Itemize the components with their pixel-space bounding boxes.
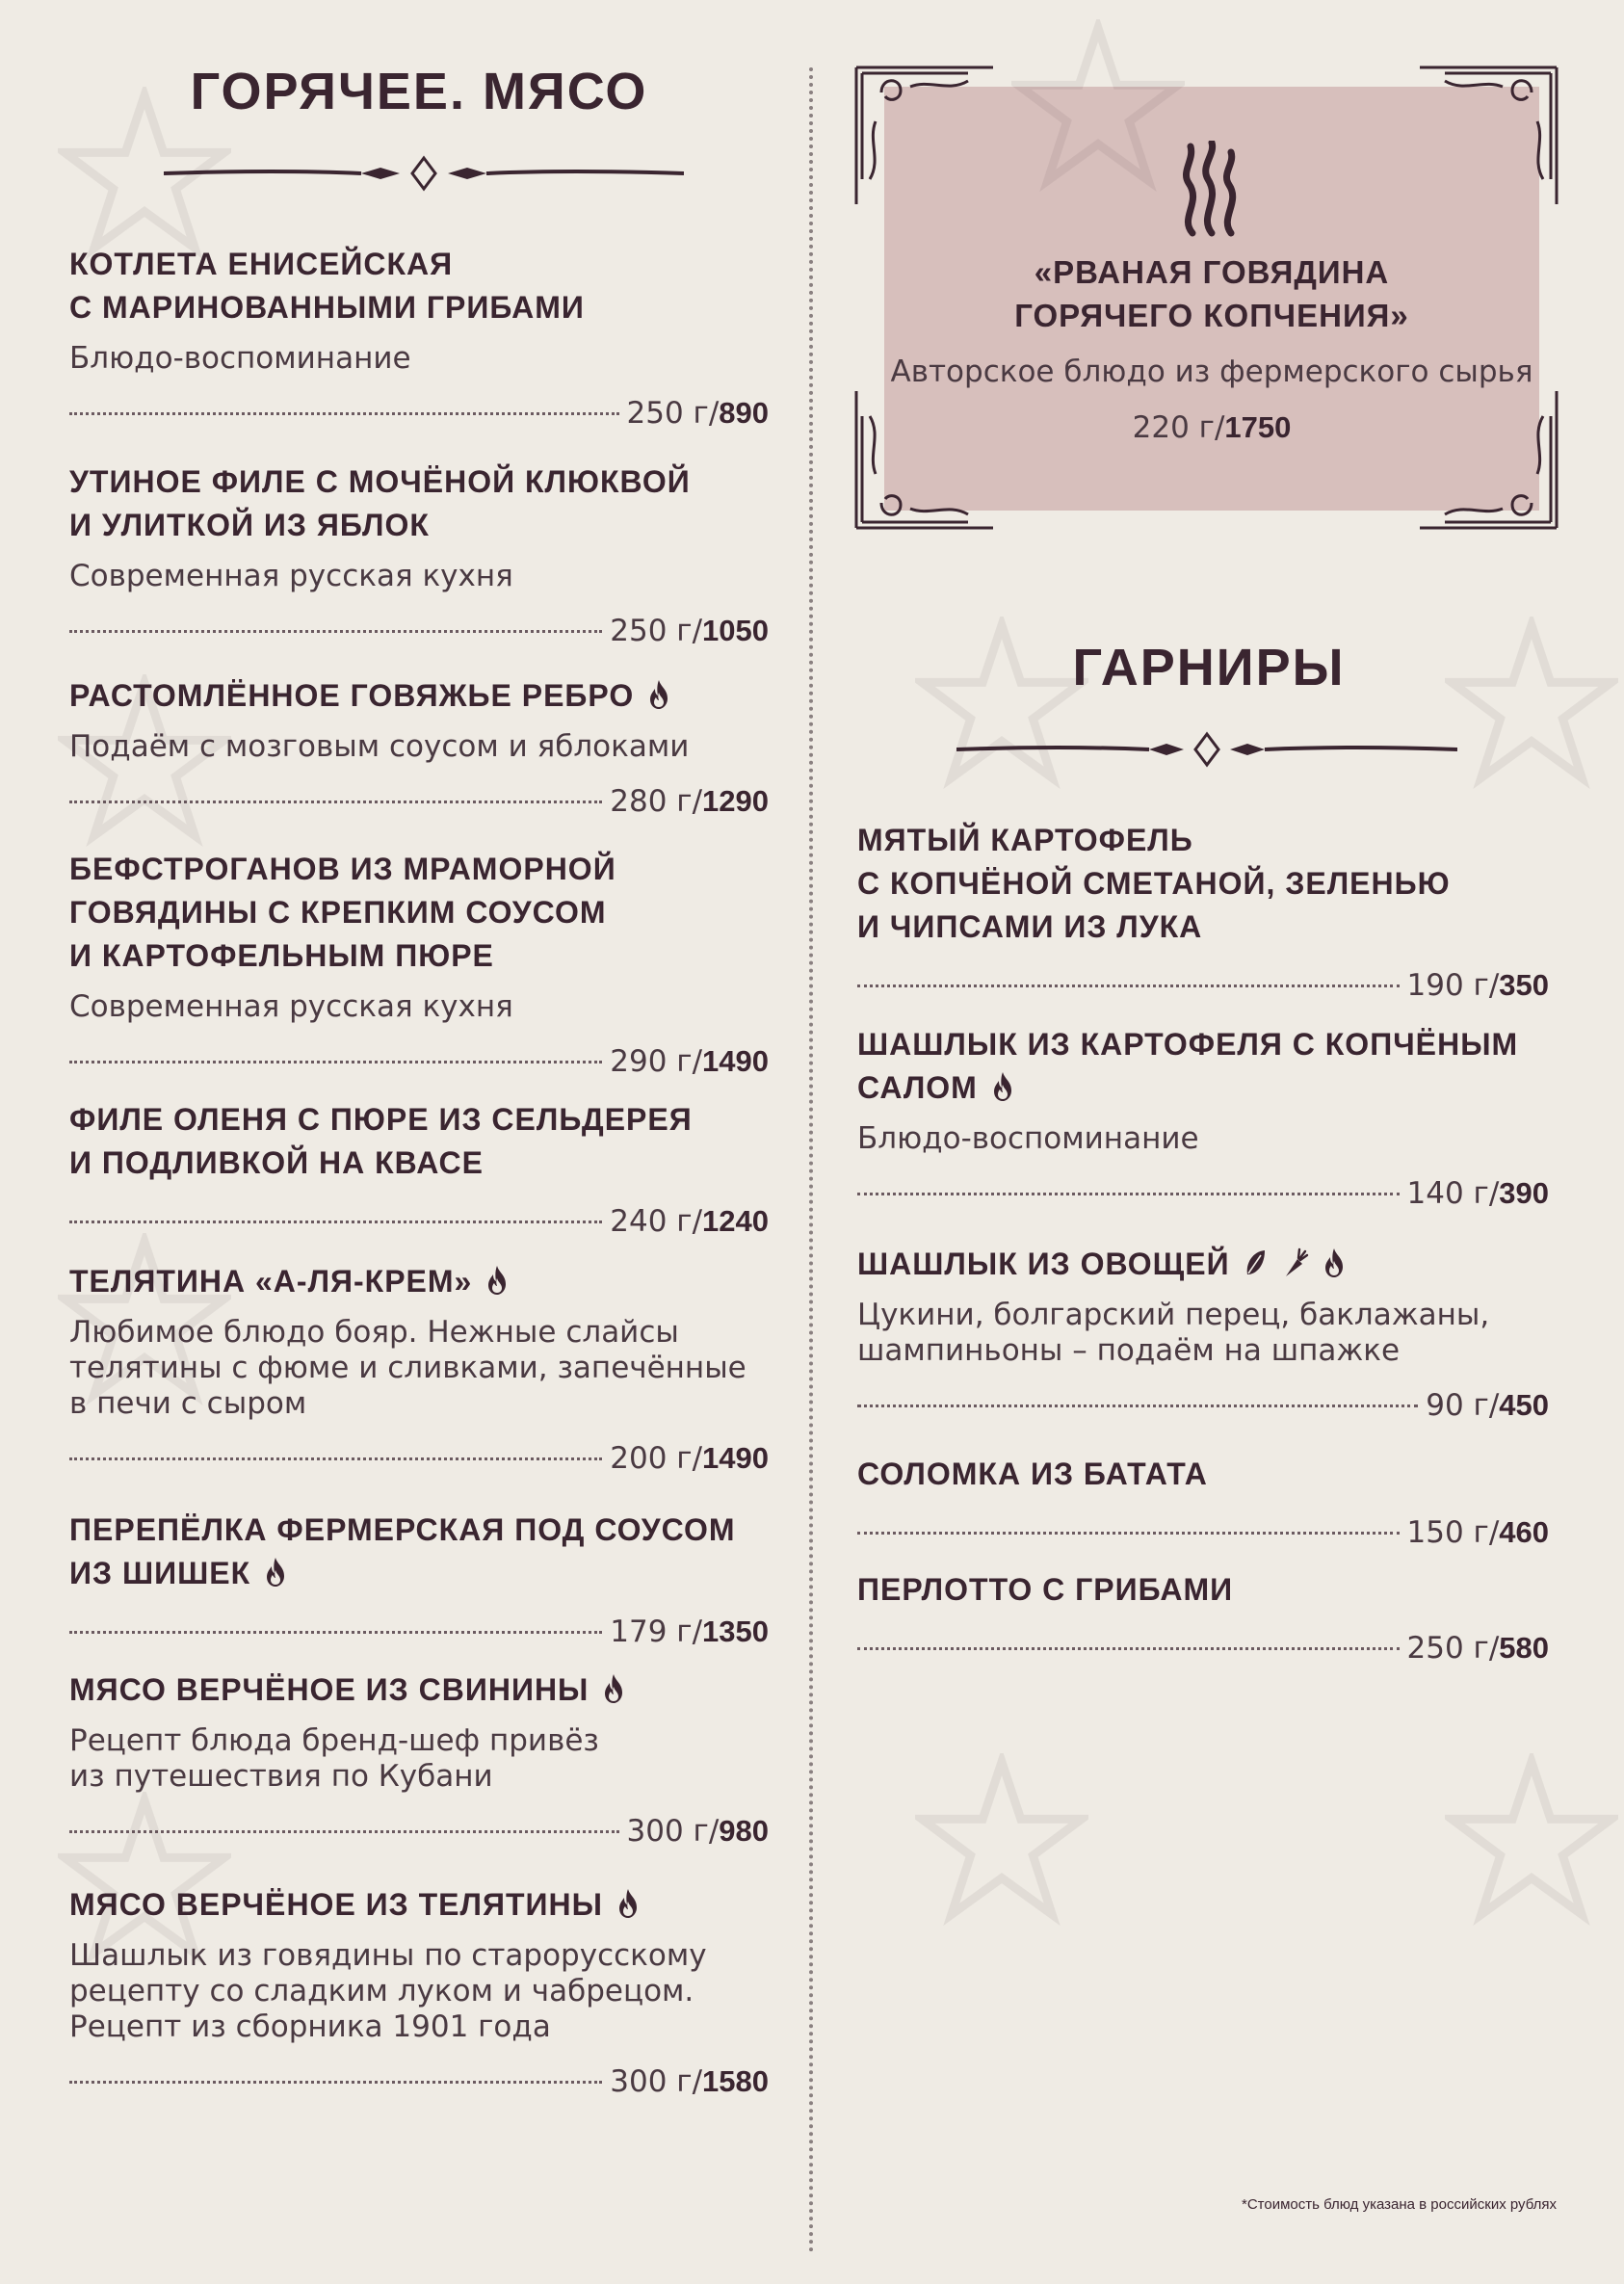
leader-dots	[69, 2081, 602, 2084]
menu-item-name: ТЕЛЯТИНА «А-ЛЯ-КРЕМ»	[69, 1260, 769, 1303]
menu-item-price: 1240	[702, 1204, 769, 1238]
menu-item-name: МЯСО ВЕРЧЁНОЕ ИЗ ТЕЛЯТИНЫ	[69, 1883, 769, 1927]
menu-item-weight: 250 г	[610, 614, 693, 648]
menu-item-weight: 200 г	[610, 1441, 693, 1476]
section-title-sides: ГАРНИРЫ	[1072, 639, 1346, 696]
menu-item-description: Подаём с мозговым соусом и яблоками	[69, 729, 690, 764]
corner-ornament-top-left	[852, 64, 997, 208]
leader-dots	[69, 630, 602, 633]
menu-item-weight: 280 г	[610, 784, 693, 819]
leader-dots	[69, 1221, 602, 1223]
leader-dots	[857, 1193, 1400, 1195]
menu-item	[857, 1568, 1549, 1666]
menu-item-price: 450	[1499, 1388, 1549, 1422]
featured-dish-name: «РВАНАЯ ГОВЯДИНА ГОРЯЧЕГО КОПЧЕНИЯ»	[1014, 254, 1409, 333]
watermark-star-icon	[1011, 19, 1185, 193]
menu-item-price-row: 240 г / 1240	[69, 1204, 769, 1239]
menu-item-price-row: 190 г / 350	[857, 968, 1549, 1003]
watermark-star-icon	[1445, 617, 1618, 790]
menu-item-weight: 90 г	[1426, 1388, 1489, 1423]
menu-item-name: БЕФСТРОГАНОВ ИЗ МРАМОРНОЙ ГОВЯДИНЫ С КРЕПКИМ СОУСОМ И КАРТОФЕЛЬНЫМ ПЮРЕ	[69, 852, 616, 973]
menu-item-price-row: 300 г / 980	[69, 1814, 769, 1849]
menu-item-name: КОТЛЕТА ЕНИСЕЙСКАЯ С МАРИНОВАННЫМИ ГРИБАМИ	[69, 247, 585, 325]
menu-item-price-row: 250 г / 580	[857, 1631, 1549, 1666]
corner-ornament-bottom-right	[1416, 387, 1560, 532]
watermark-star-icon	[58, 1792, 231, 1965]
leader-dots	[857, 984, 1400, 987]
menu-item-name: ПЕРЛОТТО С ГРИБАМИ	[857, 1572, 1234, 1607]
fire-icon	[616, 1888, 640, 1919]
menu-item-name: СОЛОМКА ИЗ БАТАТА	[857, 1457, 1208, 1491]
menu-item	[69, 1098, 769, 1239]
menu-item-name: РАСТОМЛЁННОЕ ГОВЯЖЬЕ РЕБРО	[69, 674, 769, 718]
menu-item-weight: 140 г	[1406, 1176, 1489, 1211]
fire-icon	[1323, 1247, 1346, 1278]
menu-item-description: Цукини, болгарский перец, баклажаны, шампиньоны – подаём на шпажке	[857, 1298, 1490, 1368]
fire-icon	[485, 1265, 509, 1296]
featured-dish-price: 220 г/1750	[1132, 410, 1292, 445]
watermark-star-icon	[58, 674, 231, 848]
price-footnote: *Стоимость блюд указана в российских рублях	[1241, 2196, 1557, 2213]
menu-item	[69, 243, 769, 431]
fire-icon	[991, 1071, 1014, 1102]
menu-item-price-row: 179 г / 1350	[69, 1615, 769, 1649]
menu-item-description: Блюдо-воспоминание	[857, 1121, 1199, 1156]
menu-item-price: 980	[719, 1814, 769, 1848]
menu-item-price-row: 90 г / 450	[857, 1388, 1549, 1423]
menu-item	[69, 460, 769, 648]
menu-item-description: Шашлык из говядины по старорусскому рецепту со сладким луком и чабрецом. Рецепт из сборника 1901 года	[69, 1938, 707, 2044]
menu-item-description: Любимое блюдо бояр. Нежные слайсы телятины с фюме и сливками, запечённые в печи с сыром	[69, 1315, 747, 1421]
menu-item-price: 1050	[702, 614, 769, 647]
menu-item-weight: 300 г	[610, 2064, 693, 2099]
menu-item-name: МЯСО ВЕРЧЁНОЕ ИЗ СВИНИНЫ	[69, 1668, 769, 1712]
menu-item-weight: 250 г	[626, 396, 709, 431]
smoke-icon	[1173, 141, 1250, 237]
menu-item-price: 580	[1499, 1631, 1549, 1665]
menu-item-price-row: 150 г / 460	[857, 1515, 1549, 1550]
corner-ornament-bottom-left	[852, 387, 997, 532]
menu-item-price-row: 290 г / 1490	[69, 1044, 769, 1079]
featured-dish-weight: 220 г	[1132, 410, 1215, 445]
menu-item-price-row: 280 г / 1290	[69, 784, 769, 819]
menu-item-price: 890	[719, 396, 769, 430]
menu-item-price: 460	[1499, 1515, 1549, 1549]
menu-item-price-row: 300 г / 1580	[69, 2064, 769, 2099]
menu-item-price: 390	[1499, 1176, 1549, 1210]
menu-item-weight: 250 г	[1406, 1631, 1489, 1666]
fire-icon	[264, 1557, 287, 1588]
leader-dots	[69, 1457, 602, 1460]
menu-item-price: 350	[1499, 968, 1549, 1002]
menu-item-name: МЯТЫЙ КАРТОФЕЛЬ С КОПЧЁНОЙ СМЕТАНОЙ, ЗЕЛЕНЬЮ И ЧИПСАМИ ИЗ ЛУКА	[857, 823, 1451, 944]
menu-item-description: Рецепт блюда бренд-шеф привёз из путешествия по Кубани	[69, 1723, 599, 1794]
menu-item-price-row: 200 г / 1490	[69, 1441, 769, 1476]
menu-item-price: 1490	[702, 1441, 769, 1475]
leader-dots	[857, 1532, 1400, 1535]
menu-item	[857, 1453, 1549, 1550]
leaf-icon	[1244, 1247, 1267, 1278]
menu-item-description: Современная русская кухня	[69, 989, 513, 1024]
featured-dish-price-value: 1750	[1224, 410, 1292, 444]
title-ornament-hot-meat	[164, 154, 684, 193]
menu-item	[69, 848, 769, 1079]
featured-dish-description: Авторское блюдо из фермерского сырья	[890, 354, 1533, 389]
menu-item	[69, 1509, 769, 1649]
leader-dots	[857, 1405, 1418, 1407]
menu-item-description: Современная русская кухня	[69, 559, 513, 593]
leader-dots	[857, 1647, 1400, 1650]
menu-item-weight: 300 г	[626, 1814, 709, 1849]
fire-icon	[647, 679, 670, 710]
menu-item-price: 1350	[702, 1615, 769, 1648]
menu-item	[857, 1023, 1549, 1211]
menu-item-name: УТИНОЕ ФИЛЕ С МОЧЁНОЙ КЛЮКВОЙ И УЛИТКОЙ ИЗ ЯБЛОК	[69, 464, 691, 542]
watermark-star-icon	[915, 617, 1088, 790]
menu-item-price: 1490	[702, 1044, 769, 1078]
watermark-star-icon	[58, 87, 231, 260]
menu-item-price: 1580	[702, 2064, 769, 2098]
leader-dots	[69, 1631, 602, 1634]
carrot-icon	[1280, 1247, 1309, 1278]
menu-item	[857, 819, 1549, 1003]
menu-item-name: ФИЛЕ ОЛЕНЯ С ПЮРЕ ИЗ СЕЛЬДЕРЕЯ И ПОДЛИВКОЙ НА КВАСЕ	[69, 1102, 693, 1180]
menu-item-weight: 240 г	[610, 1204, 693, 1239]
menu-item-name: ШАШЛЫК ИЗ ОВОЩЕЙ	[857, 1243, 1549, 1286]
menu-item-price-row: 250 г / 1050	[69, 614, 769, 648]
menu-item-description: Блюдо-воспоминание	[69, 341, 411, 376]
column-divider	[809, 67, 813, 2254]
watermark-star-icon	[58, 1233, 231, 1406]
menu-item-weight: 179 г	[610, 1615, 693, 1649]
fire-icon	[602, 1673, 625, 1704]
menu-item	[857, 1243, 1549, 1423]
watermark-star-icon	[1445, 1753, 1618, 1927]
menu-item-weight: 290 г	[610, 1044, 693, 1079]
menu-item-price-row: 140 г / 390	[857, 1176, 1549, 1211]
leader-dots	[69, 412, 619, 415]
watermark-star-icon	[915, 1753, 1088, 1927]
section-title-hot-meat: ГОРЯЧЕЕ. МЯСО	[190, 63, 648, 120]
menu-item-price: 1290	[702, 784, 769, 818]
corner-ornament-top-right	[1416, 64, 1560, 208]
leader-dots	[69, 1061, 602, 1063]
menu-item-name: ПЕРЕПЁЛКА ФЕРМЕРСКАЯ ПОД СОУСОМ ИЗ ШИШЕК	[69, 1512, 736, 1590]
menu-item-weight: 190 г	[1406, 968, 1489, 1003]
menu-item-price-row: 250 г / 890	[69, 396, 769, 431]
menu-item-weight: 150 г	[1406, 1515, 1489, 1550]
menu-item-name: ШАШЛЫК ИЗ КАРТОФЕЛЯ С КОПЧЁНЫМ САЛОМ	[857, 1027, 1519, 1105]
